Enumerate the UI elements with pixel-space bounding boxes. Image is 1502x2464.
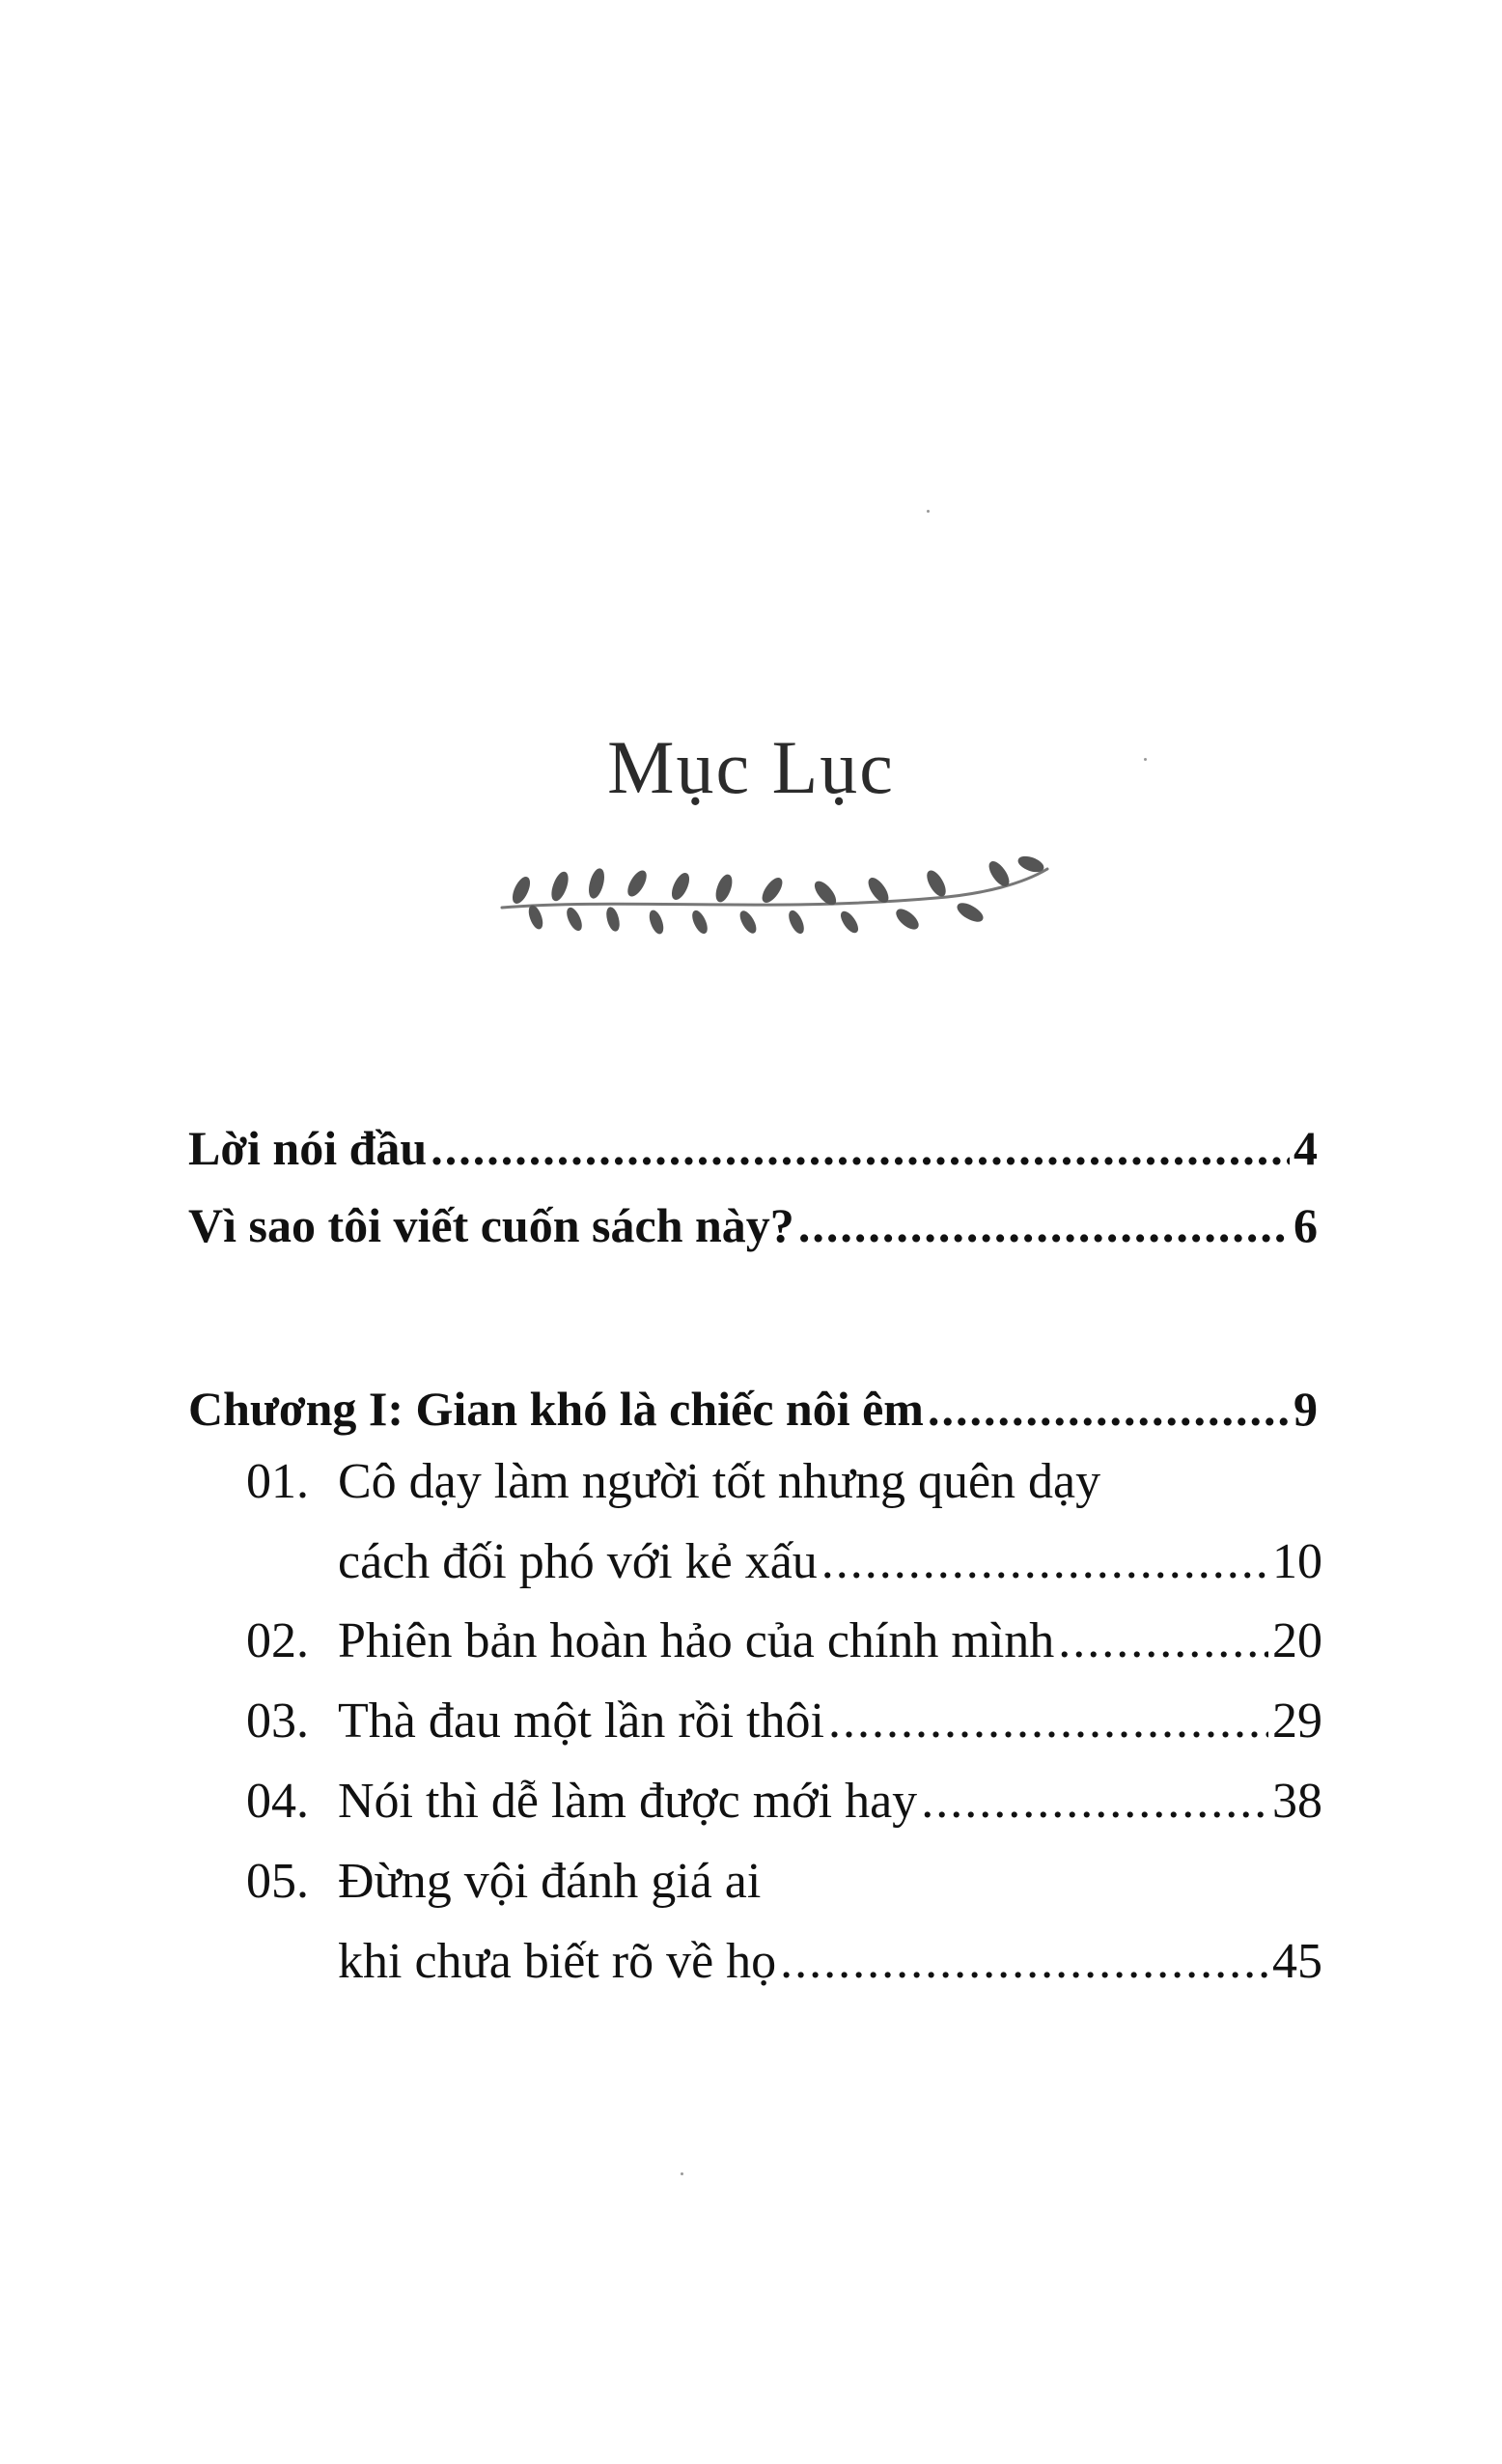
toc-section[interactable] xyxy=(246,1612,1322,1669)
toc-chapter-label: Chương I: Gian khó là chiếc nôi êm xyxy=(188,1382,924,1436)
toc-section-number: 02. xyxy=(246,1613,309,1668)
toc-section[interactable] xyxy=(338,1533,1322,1590)
dot-leader xyxy=(780,1933,1268,1990)
toc-section-label xyxy=(246,1693,824,1750)
dot-leader xyxy=(798,1197,1290,1253)
toc-section-number: 03. xyxy=(246,1694,309,1749)
toc-section-page: 29 xyxy=(1272,1694,1322,1749)
toc-entry[interactable] xyxy=(188,1120,1318,1176)
dot-leader xyxy=(921,1773,1268,1830)
toc-section-label-line1: Đừng vội đánh giá ai xyxy=(338,1854,762,1909)
paper-speck xyxy=(927,510,930,513)
dot-leader xyxy=(828,1693,1268,1750)
toc-section[interactable] xyxy=(338,1933,1322,1990)
toc-section-number: 04. xyxy=(246,1774,309,1829)
toc-entry-page: 4 xyxy=(1293,1121,1318,1175)
toc-chapter-page: 9 xyxy=(1293,1382,1318,1436)
toc-section-title: Phiên bản hoàn hảo của chính mình xyxy=(338,1613,1055,1668)
paper-speck xyxy=(1144,758,1147,761)
toc-section-title: Nói thì dễ làm được mới hay xyxy=(338,1774,918,1829)
toc-section-label-line1: Cô dạy làm người tốt nhưng quên dạy xyxy=(338,1454,1101,1509)
toc-chapter[interactable] xyxy=(188,1381,1318,1437)
toc-section-page: 38 xyxy=(1272,1774,1322,1829)
toc-section-label: khi chưa biết rõ về họ xyxy=(338,1934,777,1989)
toc-section-page: 10 xyxy=(1272,1534,1322,1589)
toc-section[interactable] xyxy=(246,1693,1322,1750)
toc-section-number: 05. xyxy=(246,1854,309,1909)
page-title: Mục Lục xyxy=(607,725,895,809)
dot-leader xyxy=(1058,1612,1268,1669)
toc-section-title: Thà đau một lần rồi thôi xyxy=(338,1694,825,1749)
toc-section-page: 45 xyxy=(1272,1934,1322,1989)
toc-entry-label: Lời nói đầu xyxy=(188,1121,428,1175)
toc-entry[interactable] xyxy=(188,1197,1318,1253)
toc-entry-label: Vì sao tôi viết cuốn sách này? xyxy=(188,1198,794,1252)
toc-section-label: cách đối phó với kẻ xấu xyxy=(338,1534,818,1589)
toc-section-page: 20 xyxy=(1272,1613,1322,1668)
toc-section-line[interactable] xyxy=(246,1453,1100,1510)
dot-leader xyxy=(928,1381,1290,1437)
toc-entry-page: 6 xyxy=(1293,1198,1318,1252)
toc-section[interactable] xyxy=(246,1773,1322,1830)
toc-section-line[interactable] xyxy=(246,1853,761,1910)
leaf-vine-icon xyxy=(483,830,1062,937)
toc-section-label xyxy=(246,1612,1054,1669)
dot-leader xyxy=(821,1533,1268,1590)
dot-leader xyxy=(431,1120,1290,1176)
toc-section-number: 01. xyxy=(246,1454,309,1509)
toc-section-label xyxy=(246,1773,917,1830)
paper-speck xyxy=(681,2172,683,2175)
